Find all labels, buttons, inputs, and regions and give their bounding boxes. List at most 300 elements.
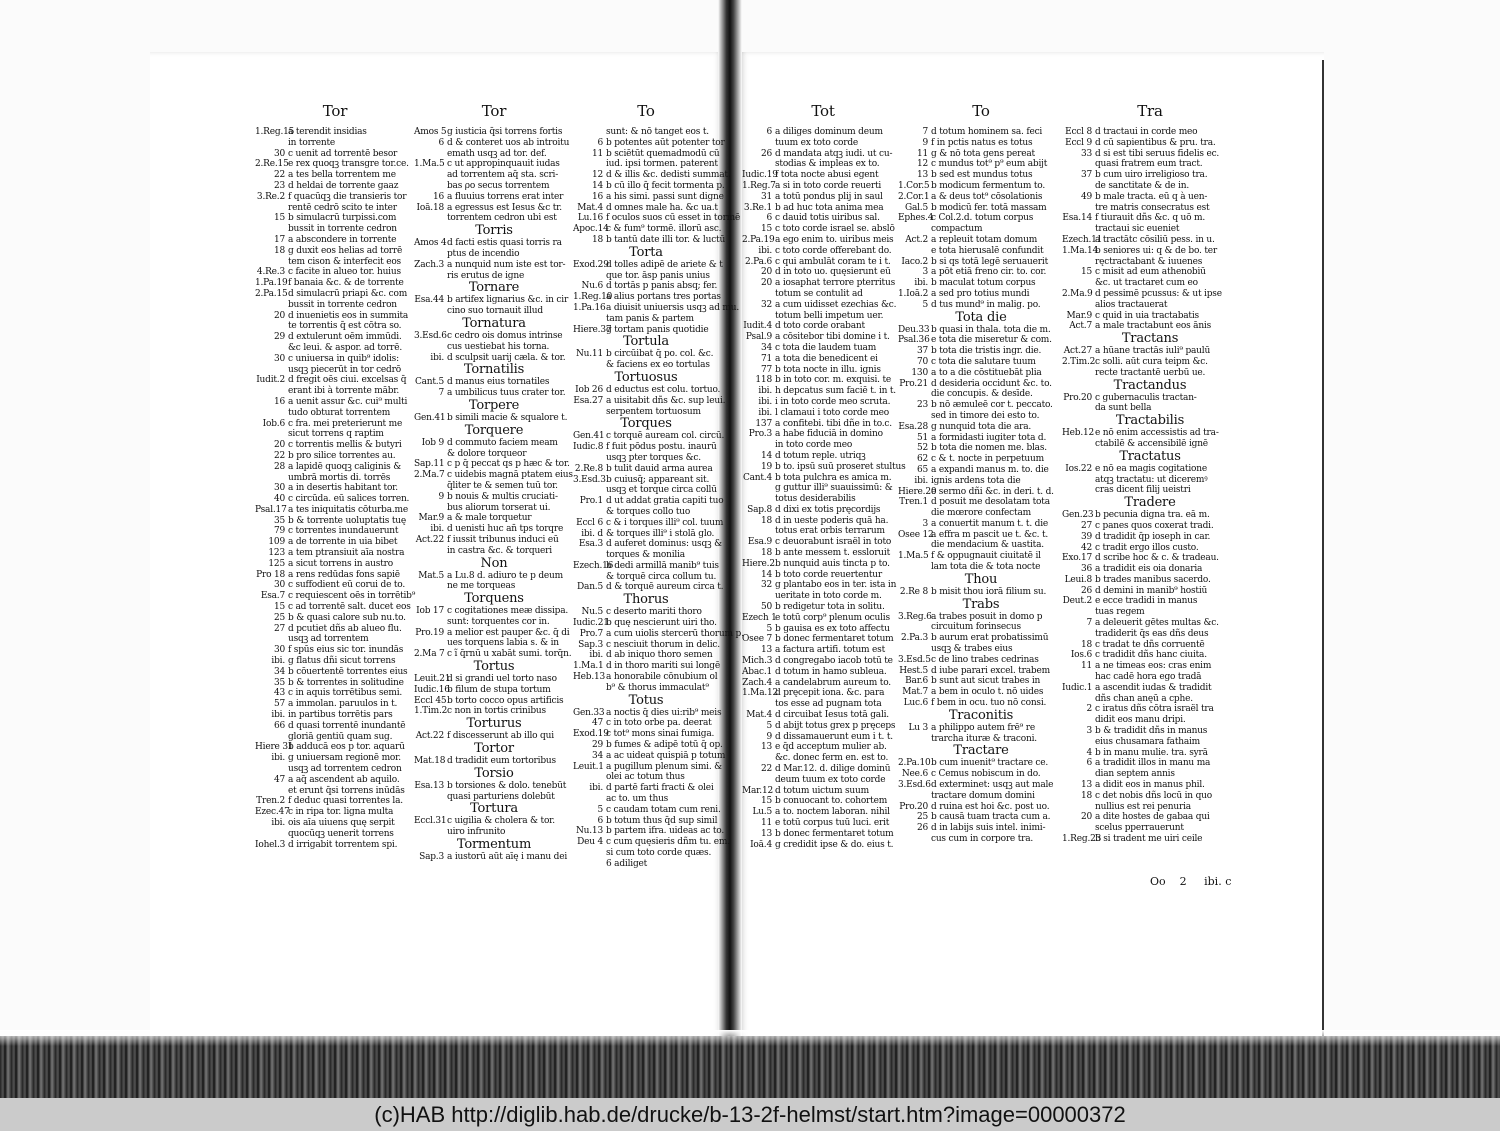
entry-text: a fluuius torrens erat inter (447, 191, 564, 202)
concordance-entry (573, 271, 719, 282)
entry-text: a uenit assur &c. cui⁹ multi (288, 396, 408, 407)
entry-reference (898, 540, 931, 551)
column-head: Tra (1137, 102, 1163, 120)
entry-text: a factura artifi. totum est (775, 645, 886, 656)
entry-text: b modicum fermentum to. (931, 180, 1046, 191)
entry-reference: Nu.6 (581, 281, 603, 292)
entry-reference: 15 (273, 602, 285, 613)
entry-reference: 3 (922, 518, 928, 529)
entry-reference: Pro.7 (579, 628, 603, 639)
entry-text: a confitebi. tibi dñe in to.c. (775, 418, 892, 429)
concordance-entry (742, 732, 904, 743)
entry-reference: Psal.36 (898, 335, 930, 346)
concordance-entry (742, 602, 904, 613)
concordance-entry (1062, 596, 1238, 607)
concordance-entry (255, 278, 415, 289)
concordance-entry (573, 740, 723, 751)
entry-reference: 30 (273, 580, 285, 591)
entry-reference: 20 (273, 440, 285, 451)
entry-reference: Pro.20 (1063, 392, 1092, 403)
entry-text: sunt: & nō tanget eos t. (606, 127, 709, 137)
concordance-entry (1062, 138, 1238, 149)
entry-text: c tradidit dñs hanc ciuita. (1095, 650, 1207, 661)
entry-reference: Hiere.37 (573, 324, 612, 335)
concordance-entry (414, 238, 574, 249)
entry-text: d Mar.12. d. dilige dominū (775, 764, 891, 775)
concordance-entry (573, 349, 719, 360)
concordance-entry (1062, 650, 1238, 661)
entry-reference (255, 203, 288, 214)
entry-reference: 2.Re.8 (574, 463, 603, 474)
entry-reference (742, 311, 775, 322)
entry-reference (898, 389, 931, 400)
concordance-entry (742, 159, 904, 170)
entry-reference: 7 (1086, 618, 1092, 629)
entry-reference (742, 753, 775, 764)
entry-reference: 1.Reg.10 (573, 292, 613, 303)
entry-reference: 137 (755, 418, 772, 429)
entry-text: d abijt totus grex p pręceps (775, 720, 896, 731)
concordance-entry (898, 612, 1064, 623)
entry-reference: 3.Reg.6 (898, 611, 932, 622)
entry-reference: 2.Pa.19 (742, 234, 775, 245)
concordance-entry (255, 343, 415, 354)
entry-text: a noctis q̄ dies ui:rib⁹ meis (606, 707, 722, 718)
entry-text: a cum uiolis stercerū thorum p. (606, 628, 744, 639)
concordance-entry (898, 823, 1064, 834)
entry-reference: 14 (760, 450, 772, 461)
concordance-entry (1062, 127, 1238, 138)
entry-text: b sed est mundus totus (931, 170, 1033, 181)
entry-reference (898, 411, 931, 422)
entry-text: a ac uideat quispiā p totum (606, 750, 726, 761)
concordance-entry (573, 628, 744, 640)
entry-text: b simili macie & squalore t. (447, 412, 568, 423)
entry-reference: 33 (1080, 148, 1092, 159)
concordance-entry (1062, 289, 1238, 300)
entry-text: f & oppugnauit ciuitatē il (931, 551, 1041, 562)
concordance-entry (898, 170, 1064, 181)
entry-text: b to. ipsū suū proseret stultus (775, 461, 906, 472)
entry-reference: 125 (268, 558, 285, 569)
entry-reference: 2.Ma.7 (414, 470, 445, 481)
entry-reference (414, 546, 447, 557)
concordance-entry (898, 758, 1064, 769)
entry-text: d tradidit eum tortoribus (447, 756, 556, 767)
headword: Non (480, 555, 508, 571)
entry-text: serpentem tortuosum (606, 406, 701, 417)
entry-text: d in toto uo. quęsierunt eū (775, 267, 891, 278)
headword: Tractandus (1113, 377, 1187, 393)
entry-reference: 3.Esd.5 (898, 654, 931, 665)
headword: Torta (629, 244, 663, 260)
concordance-entry (255, 742, 415, 753)
concordance-entry (742, 753, 904, 764)
entry-text: g flatus dñi sicut torrens (288, 656, 396, 667)
concordance-entry (898, 411, 1064, 422)
headword: Tortuosus (614, 369, 678, 385)
concordance-entry (898, 368, 1064, 379)
concordance-entry (414, 138, 574, 149)
entry-reference: Mich.3 (742, 656, 773, 667)
concordance-entry (573, 729, 719, 740)
headword: Tractabilis (1115, 413, 1185, 429)
entry-reference: 23 (273, 180, 285, 191)
entry-text: alios tractauerat (1095, 299, 1168, 310)
concordance-entry (573, 259, 723, 271)
entry-reference: 39 (1080, 531, 1092, 542)
concordance-entry (414, 481, 574, 492)
entry-text: b totum thus q̄d sup simil (606, 815, 718, 826)
entry-text: a ego enim to. uiribus meis (775, 234, 894, 245)
entry-text: usqꝫ & trabes eius (931, 644, 1013, 655)
entry-reference: Iudit.4 (743, 321, 772, 332)
entry-text: d tractaui in corde meo (1095, 127, 1198, 137)
concordance-entry (1062, 791, 1238, 802)
concordance-entry (414, 170, 574, 181)
entry-text: a ascendit iudas & tradidit (1095, 682, 1212, 693)
entry-text: b simulacrū turpissi.com (288, 213, 397, 224)
concordance-entry (255, 775, 415, 786)
concordance-entry (898, 769, 1064, 780)
concordance-entry (898, 791, 1064, 802)
concordance-entry (255, 267, 415, 278)
entry-reference (414, 503, 447, 514)
concordance-entry (255, 494, 415, 505)
entry-reference (573, 314, 606, 325)
entry-reference: 13 (760, 645, 772, 656)
entry-text: ad torrentem aq̄ sta. scri- (447, 170, 559, 181)
entry-text: totum se contulit ad (775, 288, 863, 299)
concordance-entry (414, 377, 574, 388)
entry-text: e totū corp⁹ plenum oculis (775, 612, 890, 623)
entry-reference (414, 342, 447, 353)
entry-text: sunt: torquentes cor in. (447, 616, 550, 627)
entry-text: a male tractabunt eos ānis (1095, 321, 1212, 332)
concordance-entry (255, 699, 415, 710)
entry-reference: Gen.23 (1062, 510, 1094, 521)
entry-text: c cogitationes meæ dissipa. (447, 606, 569, 617)
headword: Tortor (474, 741, 514, 757)
concordance-entry (255, 678, 415, 689)
concordance-entry (573, 191, 724, 203)
entry-reference: Hiere 31 (255, 742, 294, 753)
entry-reference: ibi. (271, 710, 285, 721)
entry-text: tos esse ad pugnam tota (775, 699, 882, 710)
entry-text: tam panis & partem (606, 313, 694, 324)
headword: Tornatilis (463, 362, 525, 378)
entry-reference: 2.Ma.9 (1062, 288, 1093, 299)
entry-text: e totū corpus tuū luci. erit (775, 818, 890, 828)
concordance-entry (742, 300, 904, 311)
entry-text: a tes bella torrentem me (288, 170, 396, 181)
entry-reference: Nee.6 (901, 769, 928, 780)
entry-text: b torsiones & dolo. tenebūt (447, 780, 567, 791)
entry-text: b & quasi calore sub nu.to. (288, 612, 406, 623)
concordance-entry (898, 622, 1064, 633)
entry-reference: Mat.7 (902, 687, 928, 698)
entry-reference: Esa.44 (414, 295, 444, 306)
entry-reference (255, 321, 288, 332)
entry-reference: Tren.1 (899, 497, 928, 508)
entry-text: d in labijs suis intel. inimi- (931, 823, 1046, 834)
entry-reference: Iudic.8 (573, 442, 604, 453)
entry-text: a uisitabit dñs &c. sup leui. (606, 395, 726, 406)
concordance-entry (1062, 553, 1238, 564)
concordance-entry (742, 170, 904, 181)
concordance-entry (898, 723, 1064, 734)
entry-reference: 47 (273, 774, 285, 785)
concordance-entry (1062, 357, 1238, 368)
entry-reference: Lu.5 (752, 807, 772, 818)
entry-text: usqꝫ ad torrentem cedron (288, 764, 402, 775)
entry-text: a egressus est Iesus &c tr. (447, 202, 562, 213)
entry-reference (255, 224, 288, 235)
entry-reference (573, 407, 606, 418)
entry-text: b torto cocco opus artificis (447, 695, 564, 706)
entry-text: emath usqꝫ ad tor. def. (447, 148, 547, 159)
concordance-entry (1062, 564, 1238, 575)
concordance-entry (898, 454, 1064, 465)
entry-reference: 22 (273, 450, 285, 461)
concordance-entry (742, 570, 904, 581)
entry-text: b male tracta. eū q à uen- (1095, 191, 1208, 202)
entry-text: c mundus tot⁹ p⁹ eum abijt (931, 159, 1048, 170)
concordance-entry (1062, 235, 1238, 246)
concordance-entry (898, 203, 1064, 214)
entry-text: c uniuersa in quib⁹ idolis: (288, 353, 399, 364)
entry-reference: 37 (916, 346, 928, 357)
entry-text: sicut torrens q raptim (288, 429, 384, 440)
book-gutter (718, 0, 742, 1060)
entry-reference: Mar.12 (742, 785, 774, 796)
entry-reference: Ios.22 (1065, 463, 1092, 474)
concordance-entry (414, 331, 574, 342)
concordance-entry (414, 149, 574, 160)
entry-text: b quę nescierunt uiri tho. (606, 618, 717, 629)
column-head: To (637, 102, 655, 120)
concordance-entry (742, 419, 904, 430)
entry-text: b in toto cor. m. exquisi. te (775, 375, 892, 386)
concordance-entry (742, 138, 904, 149)
entry-reference (255, 429, 288, 440)
entry-text: c suffodient eū corui de to. (288, 580, 406, 591)
concordance-entry (898, 300, 1064, 311)
concordance-entry (742, 365, 904, 376)
entry-reference: Ezech 1 (742, 612, 777, 623)
concordance-entry (255, 203, 415, 214)
entry-text: de sanctitate & de in. (1095, 180, 1190, 191)
entry-text: 6 adiliget (606, 858, 648, 869)
entry-reference: Mar.9 (1066, 310, 1092, 321)
concordance-entry (1062, 618, 1238, 629)
entry-reference: 15 (760, 224, 772, 235)
entry-text: i in toto corde meo scruta. (775, 396, 891, 407)
concordance-entry (742, 332, 904, 343)
entry-text: d uenisti huc an̄ tps torqre (447, 524, 564, 535)
entry-reference: 1.Ma.1 (573, 661, 604, 672)
concordance-entry (742, 840, 904, 851)
entry-reference (255, 365, 288, 376)
concordance-entry (573, 848, 719, 859)
headword: Thorus (623, 592, 669, 608)
entry-text: c ad torrentē salt. ducet eos (288, 602, 411, 613)
concordance-entry (742, 742, 904, 753)
entry-reference: ibi. d (581, 528, 603, 539)
entry-reference: 19 (760, 461, 772, 472)
entry-text: c Col.2.d. totum corpus (931, 213, 1034, 224)
entry-reference: 26 (916, 823, 928, 834)
entry-text: tuum ex toto corde (775, 137, 859, 148)
entry-text: b partem ifra. uideas ac to. (606, 826, 725, 837)
entry-text: e nō ea magis cogitatione (1095, 463, 1207, 474)
entry-reference (255, 343, 288, 354)
entry-text: recte tractantē uerbū ue. (1095, 367, 1206, 378)
concordance-entry (255, 386, 415, 397)
concordance-entry (1062, 823, 1238, 834)
entry-text: c nesciuit thorum in delic. (606, 639, 720, 650)
concordance-entry (414, 470, 574, 481)
concordance-entry (255, 365, 415, 376)
concordance-entry (1062, 737, 1238, 748)
concordance-entry (573, 302, 740, 314)
concordance-entry (742, 613, 904, 624)
concordance-entry (1062, 311, 1238, 322)
concordance-entry (573, 650, 719, 661)
entry-text: a tradidit illos in manu ma (1095, 758, 1211, 769)
entry-reference: Deut.2 (1062, 596, 1092, 607)
entry-text: a tem ptransiuit aīa nostra (288, 548, 405, 559)
entry-reference: 7 (438, 388, 444, 399)
entry-text: b cum uiro irreligioso tra. (1095, 170, 1208, 181)
footer-bar (0, 1098, 1500, 1131)
headword: Totus (628, 692, 664, 708)
entry-reference: 2.Pa.15 (255, 288, 288, 299)
entry-reference (742, 289, 775, 300)
entry-reference (573, 507, 606, 518)
concordance-entry (255, 516, 415, 527)
entry-text: c & t. nocte in perpetuum (931, 454, 1044, 465)
concordance-entry (255, 602, 415, 613)
entry-reference: 18 (760, 548, 772, 559)
entry-text: d commuto faciem meam (447, 437, 558, 448)
entry-reference: 18 (1080, 639, 1092, 650)
concordance-entry (742, 516, 904, 527)
concordance-entry (573, 170, 731, 181)
headword: Tortura (470, 801, 518, 817)
entry-reference (414, 792, 447, 803)
entry-text: in torrente (288, 137, 336, 148)
concordance-entry (1062, 246, 1238, 257)
concordance-column-2 (414, 103, 574, 903)
signature-left: Oo (1150, 875, 1166, 888)
entry-reference: 2.Ma 7 (414, 649, 445, 660)
concordance-entry (414, 438, 574, 449)
entry-text: bussit in torrente cedron (288, 224, 397, 235)
entry-reference: 3.Re.1 (743, 202, 772, 213)
entry-text: & dolore torqueor (447, 448, 527, 459)
concordance-entry (573, 837, 730, 848)
concordance-entry (255, 818, 415, 829)
entry-text: g guttur illi⁹ suauissimū: & (775, 483, 893, 494)
entry-reference (414, 306, 447, 317)
entry-reference: 1.Ma.14 (1062, 245, 1099, 256)
entry-text: g iusticia q̄si torrens fortis (447, 127, 563, 137)
entry-reference: 130 (911, 367, 928, 378)
entry-reference: 118 (755, 375, 772, 386)
entry-reference: Osee 12 (898, 529, 934, 540)
entry-reference: Mat.4 (577, 202, 603, 213)
entry-text: &c. ut tractaret cum eo (1095, 278, 1198, 289)
entry-text: b artifex lignarius &c. in cir (447, 295, 569, 306)
entry-text: quasi parturiens dolebūt (447, 791, 555, 802)
entry-text: c caudam totam cum reni. (606, 804, 721, 815)
entry-reference: ibi. (271, 818, 285, 828)
entry-reference: Luc.6 (903, 698, 928, 709)
entry-reference: 49 (1080, 191, 1092, 202)
entry-text: f tota nocte abusi egent (775, 170, 879, 181)
entry-reference (255, 732, 288, 743)
concordance-entry (898, 289, 1064, 300)
concordance-entry (742, 483, 904, 494)
entry-text: b toto corde reuertentur (775, 569, 882, 580)
concordance-entry (898, 389, 1064, 400)
entry-reference: Hiere.20 (898, 486, 937, 497)
concordance-entry (742, 634, 904, 645)
entry-reference: Pro 18 (256, 569, 285, 580)
headword: Tortula (623, 334, 669, 350)
entry-text: b ante messem t. essloruit (775, 548, 890, 559)
concordance-entry (573, 180, 725, 192)
entry-text: d dixi ex totis pręcordijs (775, 504, 881, 515)
column-head: Tor (481, 102, 507, 120)
entry-text: te torrentis q̄ est cōtra so. (288, 321, 402, 332)
entry-reference: Mat.5 (418, 570, 444, 581)
entry-reference (255, 300, 288, 311)
entry-reference: 34 (273, 666, 285, 677)
entry-reference: 37 (1080, 170, 1092, 181)
concordance-entry (1062, 170, 1238, 181)
entry-reference: 3 (922, 267, 928, 278)
entry-text: eius chusamara fathaim (1095, 736, 1201, 747)
concordance-entry (898, 138, 1064, 149)
entry-text: b modicū fer. totā massam (931, 202, 1047, 213)
concordance-entry (742, 580, 904, 591)
entry-text: c de lino trabes cedrinas (931, 654, 1039, 665)
concordance-entry (1062, 393, 1238, 404)
entry-text: tem cison & interfecit eos (288, 256, 401, 267)
entry-reference: 20 (273, 310, 285, 321)
entry-text: in castra &c. & torqueri (447, 545, 552, 556)
concordance-entry (573, 783, 719, 794)
concordance-entry (573, 761, 722, 773)
entry-text: ac to. um thus (606, 794, 669, 805)
concordance-entry (742, 203, 904, 214)
entry-reference: 25 (916, 812, 928, 823)
concordance-entry (898, 540, 1064, 551)
entry-text: c gubernaculis tractan- (1095, 392, 1197, 403)
headword: Torris (475, 223, 513, 239)
entry-text: b aurum erat probatissimū (931, 633, 1049, 644)
entry-text: b cōuertentē torrentes eius (288, 666, 408, 677)
entry-text: a totū pondus plij in saul (775, 191, 883, 202)
concordance-entry (1062, 368, 1238, 379)
entry-reference: 35 (273, 677, 285, 688)
concordance-entry (255, 559, 415, 570)
entry-text: e nō enim accessistis ad tra- (1095, 428, 1219, 439)
headword: Torquens (464, 591, 524, 607)
entry-reference (1062, 224, 1095, 235)
